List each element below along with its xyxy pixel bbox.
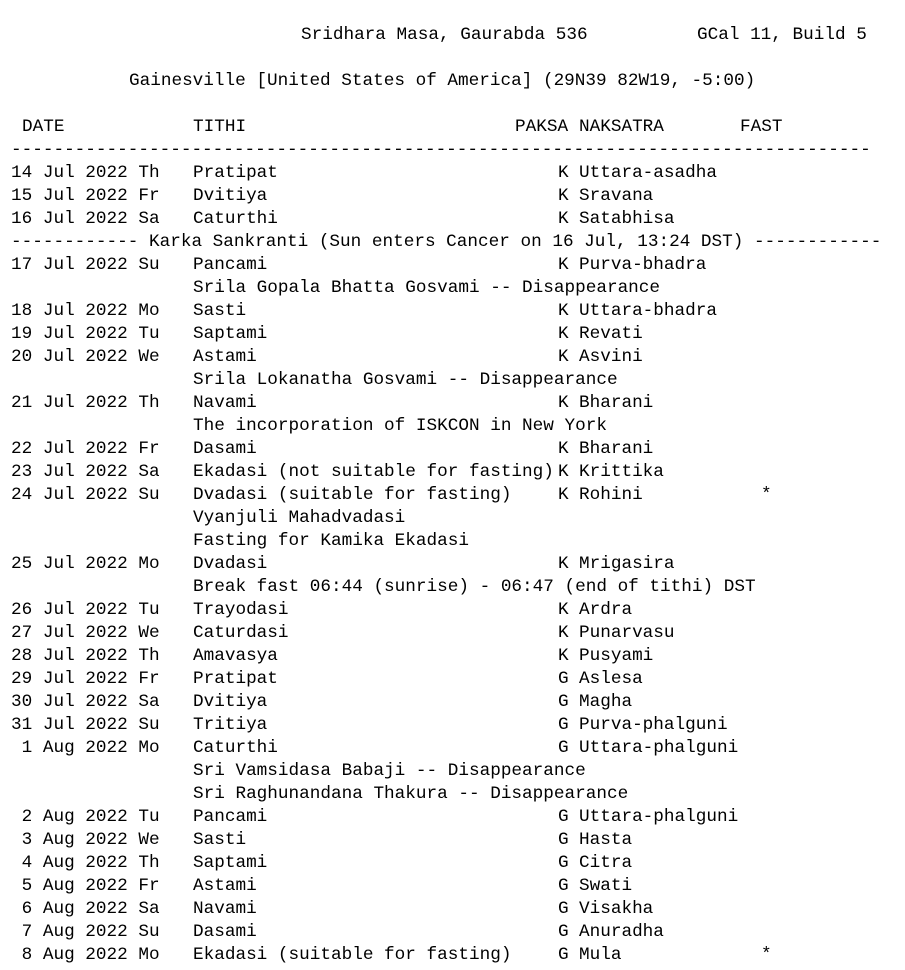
column-header-row <box>11 116 783 139</box>
row-date: 27 Jul 2022 We <box>11 623 160 643</box>
row-date: 2 Aug 2022 Tu <box>11 807 160 827</box>
row-paksa: G <box>558 715 569 735</box>
row-paksa: K <box>558 186 569 206</box>
column-header-fast: FAST <box>740 117 783 137</box>
header-title-line <box>11 24 867 47</box>
row-date: 15 Jul 2022 Fr <box>11 186 160 206</box>
row-naksatra: Uttara-bhadra <box>579 301 717 321</box>
row-date: 1 Aug 2022 Mo <box>11 738 160 758</box>
row-tithi: Navami <box>193 393 257 413</box>
column-header-tithi: TITHI <box>193 117 247 137</box>
row-tithi: Saptami <box>193 324 268 344</box>
event-text: Fasting for Kamika Ekadasi <box>193 531 469 551</box>
row-paksa: G <box>558 830 569 850</box>
row-paksa: G <box>558 899 569 919</box>
row-naksatra: Hasta <box>579 830 633 850</box>
row-date: 18 Jul 2022 Mo <box>11 301 160 321</box>
row-tithi: Caturdasi <box>193 623 289 643</box>
row-naksatra: Mula <box>579 945 622 965</box>
row-date: 3 Aug 2022 We <box>11 830 160 850</box>
row-tithi: Trayodasi <box>193 600 289 620</box>
row-paksa: G <box>558 738 569 758</box>
row-naksatra: Bharani <box>579 439 654 459</box>
row-naksatra: Swati <box>579 876 633 896</box>
row-tithi: Pancami <box>193 255 268 275</box>
row-naksatra: Magha <box>579 692 633 712</box>
row-tithi: Astami <box>193 347 257 367</box>
row-paksa: K <box>558 439 569 459</box>
row-tithi: Caturthi <box>193 209 278 229</box>
column-header-date: DATE <box>22 117 65 137</box>
row-naksatra: Bharani <box>579 393 654 413</box>
row-date: 30 Jul 2022 Sa <box>11 692 160 712</box>
row-naksatra: Pusyami <box>579 646 654 666</box>
row-paksa: G <box>558 669 569 689</box>
row-paksa: G <box>558 692 569 712</box>
row-naksatra: Asvini <box>579 347 643 367</box>
row-date: 4 Aug 2022 Th <box>11 853 160 873</box>
row-naksatra: Punarvasu <box>579 623 675 643</box>
row-date: 7 Aug 2022 Su <box>11 922 160 942</box>
sankranti-text: ------------ Karka Sankranti (Sun enters Cancer on 16 Jul, 13:24 DST) ------------ <box>11 232 882 252</box>
row-paksa: G <box>558 807 569 827</box>
version-label: GCal 11, Build 5 <box>697 25 867 45</box>
row-tithi: Astami <box>193 876 257 896</box>
row-naksatra: Aslesa <box>579 669 643 689</box>
row-naksatra: Satabhisa <box>579 209 675 229</box>
row-date: 8 Aug 2022 Mo <box>11 945 160 965</box>
row-paksa: G <box>558 922 569 942</box>
row-tithi: Dasami <box>193 439 257 459</box>
row-paksa: K <box>558 646 569 666</box>
row-paksa: K <box>558 554 569 574</box>
row-date: 20 Jul 2022 We <box>11 347 160 367</box>
row-date: 26 Jul 2022 Tu <box>11 600 160 620</box>
event-text: The incorporation of ISKCON in New York <box>193 416 607 436</box>
row-date: 19 Jul 2022 Tu <box>11 324 160 344</box>
row-tithi: Dvadasi <box>193 554 268 574</box>
event-text: Sri Vamsidasa Babaji -- Disappearance <box>193 761 586 781</box>
row-paksa: K <box>558 301 569 321</box>
row-date: 6 Aug 2022 Sa <box>11 899 160 919</box>
row-naksatra: Rohini <box>579 485 643 505</box>
row-tithi: Ekadasi (not suitable for fasting) <box>193 462 554 482</box>
row-paksa: K <box>558 600 569 620</box>
row-date: 28 Jul 2022 Th <box>11 646 160 666</box>
row-tithi: Tritiya <box>193 715 268 735</box>
row-tithi: Dasami <box>193 922 257 942</box>
row-tithi: Caturthi <box>193 738 278 758</box>
row-paksa: K <box>558 623 569 643</box>
row-tithi: Pratipat <box>193 163 278 183</box>
row-paksa: K <box>558 324 569 344</box>
row-naksatra: Visakha <box>579 899 654 919</box>
row-date: 5 Aug 2022 Fr <box>11 876 160 896</box>
row-paksa: K <box>558 163 569 183</box>
event-text: Vyanjuli Mahadvadasi <box>193 508 406 528</box>
event-text: Sri Raghunandana Thakura -- Disappearance <box>193 784 629 804</box>
header-divider: --------------------------------------------------------------------------------- <box>11 140 871 160</box>
row-date: 24 Jul 2022 Su <box>11 485 160 505</box>
row-naksatra: Mrigasira <box>579 554 675 574</box>
row-naksatra: Anuradha <box>579 922 664 942</box>
row-tithi: Amavasya <box>193 646 278 666</box>
row-tithi: Dvitiya <box>193 186 268 206</box>
row-tithi: Dvadasi (suitable for fasting) <box>193 485 512 505</box>
row-naksatra: Purva-phalguni <box>579 715 728 735</box>
event-text: Break fast 06:44 (sunrise) - 06:47 (end of tithi) DST <box>193 577 756 597</box>
row-tithi: Dvitiya <box>193 692 268 712</box>
row-paksa: K <box>558 347 569 367</box>
row-paksa: K <box>558 209 569 229</box>
row-naksatra: Ardra <box>579 600 633 620</box>
row-naksatra: Krittika <box>579 462 664 482</box>
row-naksatra: Uttara-phalguni <box>579 738 739 758</box>
row-fast-marker: * <box>761 945 772 965</box>
row-paksa: K <box>558 485 569 505</box>
row-naksatra: Purva-bhadra <box>579 255 707 275</box>
row-fast-marker: * <box>761 485 772 505</box>
masa-title: Sridhara Masa, Gaurabda 536 <box>301 25 588 45</box>
row-date: 23 Jul 2022 Sa <box>11 462 160 482</box>
event-text: Srila Lokanatha Gosvami -- Disappearance <box>193 370 618 390</box>
row-tithi: Pratipat <box>193 669 278 689</box>
column-header-naksatra: NAKSATRA <box>579 117 664 137</box>
row-tithi: Saptami <box>193 853 268 873</box>
row-tithi: Sasti <box>193 830 247 850</box>
row-tithi: Ekadasi (suitable for fasting) <box>193 945 512 965</box>
row-date: 31 Jul 2022 Su <box>11 715 160 735</box>
row-tithi: Pancami <box>193 807 268 827</box>
row-naksatra: Uttara-phalguni <box>579 807 739 827</box>
event-text: Srila Gopala Bhatta Gosvami -- Disappearance <box>193 278 661 298</box>
row-naksatra: Sravana <box>579 186 654 206</box>
row-paksa: K <box>558 255 569 275</box>
location-line <box>11 70 756 93</box>
row-naksatra: Citra <box>579 853 633 873</box>
location-label: Gainesville [United States of America] (29N39 82W19, -5:00) <box>129 71 756 91</box>
row-date: 29 Jul 2022 Fr <box>11 669 160 689</box>
row-date: 21 Jul 2022 Th <box>11 393 160 413</box>
row-date: 17 Jul 2022 Su <box>11 255 160 275</box>
row-tithi: Sasti <box>193 301 247 321</box>
row-paksa: K <box>558 462 569 482</box>
row-date: 14 Jul 2022 Th <box>11 163 160 183</box>
row-tithi: Navami <box>193 899 257 919</box>
column-header-paksa: PAKSA <box>515 117 569 137</box>
row-paksa: G <box>558 945 569 965</box>
row-paksa: G <box>558 876 569 896</box>
row-date: 16 Jul 2022 Sa <box>11 209 160 229</box>
row-naksatra: Uttara-asadha <box>579 163 717 183</box>
row-date: 22 Jul 2022 Fr <box>11 439 160 459</box>
row-paksa: K <box>558 393 569 413</box>
row-naksatra: Revati <box>579 324 643 344</box>
row-date: 25 Jul 2022 Mo <box>11 554 160 574</box>
row-paksa: G <box>558 853 569 873</box>
